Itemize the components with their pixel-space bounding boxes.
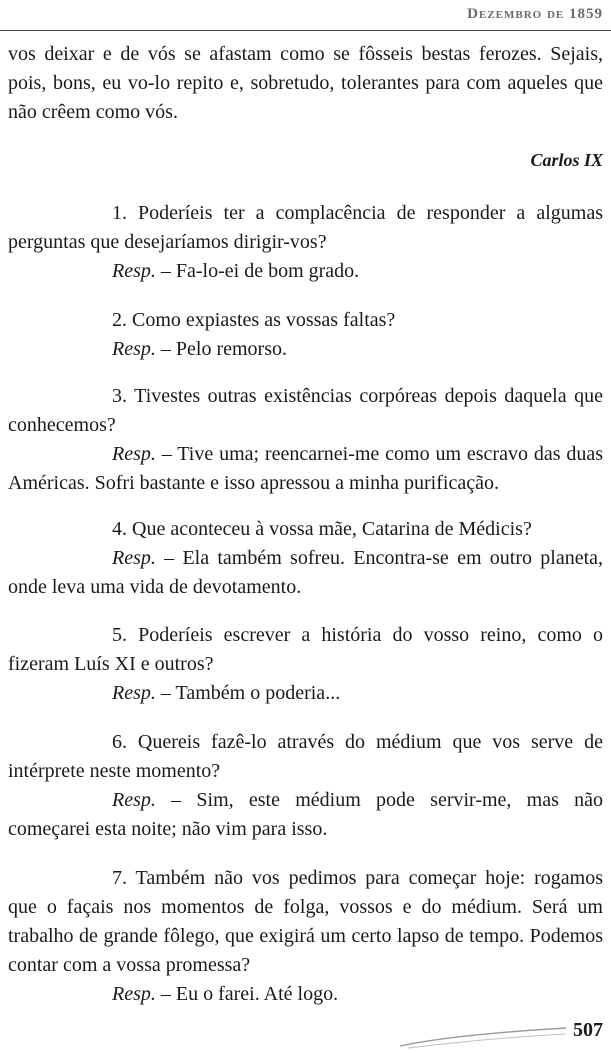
- qa-item-1: [8, 199, 603, 286]
- resp-label: Resp.: [112, 547, 156, 569]
- header-rule: [0, 30, 611, 31]
- answer-line: [8, 679, 603, 708]
- answer-line: [8, 257, 603, 286]
- intro-text: vos deixar e de vós se afastam como se fôsseis bestas ferozes. Sejais, pois, bons, eu vo-lo repito e, sobretudo, tolerantes para com aqueles que não crêem como vós.: [8, 43, 603, 123]
- resp-label: Resp.: [112, 789, 156, 811]
- resp-label: Resp.: [112, 443, 156, 465]
- answer-line: [8, 335, 603, 364]
- qa-item-7: [8, 864, 603, 1009]
- answer-text: – Tive uma; reencarnei-me como um escravo das duas Américas. Sofri bastante e isso apressou a minha purificação.: [8, 443, 603, 494]
- qa-item-5: [8, 621, 603, 708]
- resp-label: Resp.: [112, 260, 156, 282]
- answer-text: – Ela também sofreu. Encontra-se em outro planeta, onde leva uma vida de devotamento.: [8, 547, 604, 598]
- signature: Carlos IX: [530, 150, 603, 170]
- qa-item-3: [8, 382, 603, 498]
- question-text: 1. Poderíeis ter a complacência de responder a algumas perguntas que desejaríamos dirigir-vos?: [8, 202, 603, 253]
- resp-label: Resp.: [112, 338, 156, 360]
- question-text: 3. Tivestes outras existências corpóreas depois daquela que conhecemos?: [8, 385, 603, 436]
- answer-line: [8, 440, 603, 498]
- resp-label: Resp.: [112, 983, 156, 1005]
- resp-label: Resp.: [112, 682, 156, 704]
- answer-line: [8, 544, 603, 602]
- question-text: 2. Como expiastes as vossas faltas?: [112, 309, 396, 331]
- answer-text: – Pelo remorso.: [160, 338, 287, 360]
- page-number: 507: [573, 1019, 603, 1041]
- intro-paragraph: [8, 40, 603, 127]
- answer-text: – Eu o farei. Até logo.: [160, 983, 339, 1005]
- answer-text: – Sim, este médium pode servir-me, mas não começarei esta noite; não vim para isso.: [8, 789, 604, 840]
- answer-line: [8, 980, 603, 1009]
- question-text: 5. Poderíeis escrever a história do vosso reino, como o fizeram Luís XI e outros?: [8, 624, 603, 675]
- question-text: 4. Que aconteceu à vossa mãe, Catarina de Médicis?: [112, 518, 532, 540]
- qa-item-4: [8, 515, 603, 602]
- running-head: Dezembro de 1859: [467, 6, 603, 22]
- question-text: 7. Também não vos pedimos para começar hoje: rogamos que o façais nos momentos de folga, vossos e do médium. Será um trabalho de grande fôlego, que exigirá um certo lapso de tempo. Podemos contar com a vossa promessa?: [8, 867, 603, 976]
- question-text: 6. Quereis fazê-lo através do médium que vos serve de intérprete neste momento?: [8, 731, 603, 782]
- qa-item-6: [8, 728, 603, 844]
- answer-line: [8, 786, 603, 844]
- answer-text: – Também o poderia...: [160, 682, 341, 704]
- answer-text: – Fa-lo-ei de bom grado.: [160, 260, 360, 282]
- qa-item-2: [8, 306, 603, 364]
- footer-swoosh-ornament: [398, 1020, 568, 1050]
